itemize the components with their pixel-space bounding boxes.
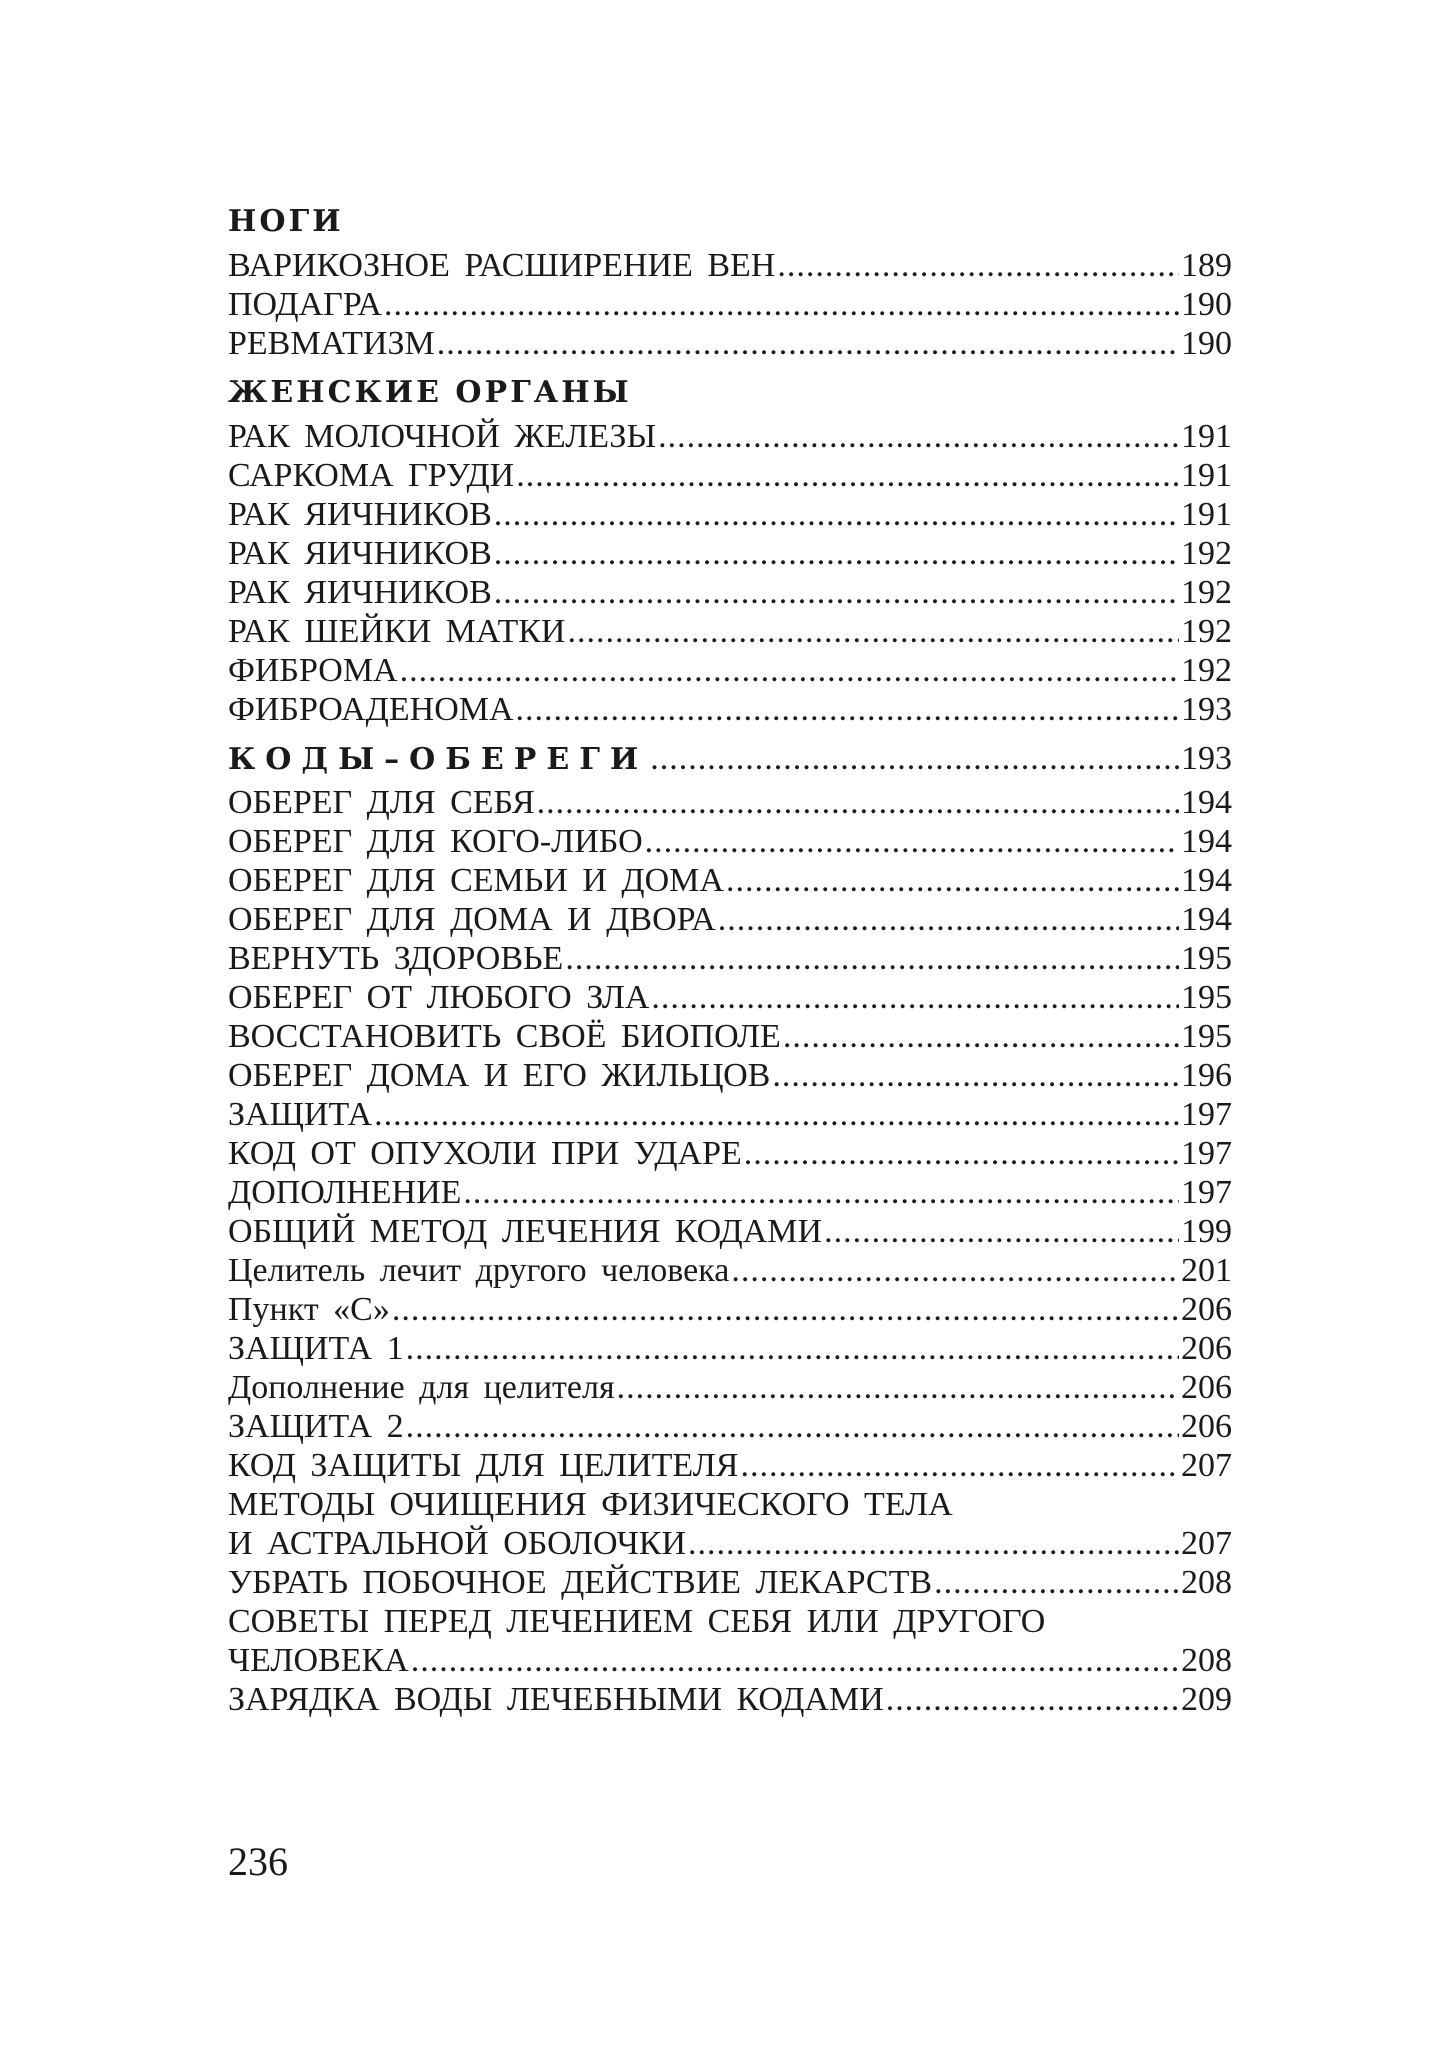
entry-label: Целитель лечит другого человека (228, 1252, 730, 1289)
dot-leader (516, 456, 1179, 495)
table-of-contents (228, 198, 1232, 1719)
entry-label: И АСТРАЛЬНОЙ ОБОЛОЧКИ (228, 1525, 687, 1562)
entry-page-number: 209 (1181, 1681, 1232, 1718)
toc-entry (228, 978, 1232, 1017)
entry-label: РЕВМАТИЗМ (228, 325, 435, 362)
entry-page-number: 192 (1181, 652, 1232, 689)
toc-entry (228, 1212, 1232, 1251)
dot-leader (392, 1290, 1179, 1329)
dot-leader (406, 1329, 1179, 1368)
dot-leader (741, 1446, 1180, 1485)
toc-entry (228, 612, 1232, 651)
entry-page-number: 201 (1181, 1252, 1232, 1289)
dot-leader (718, 900, 1179, 939)
entry-label: РАК ЯИЧНИКОВ (228, 496, 492, 533)
toc-entry (228, 417, 1232, 456)
toc-entry-multiline (228, 1485, 1232, 1563)
entry-label: ЗАРЯДКА ВОДЫ ЛЕЧЕБНЫМИ КОДАМИ (228, 1681, 884, 1718)
toc-entry (228, 1134, 1232, 1173)
entry-page-number: 191 (1181, 457, 1232, 494)
toc-entry (228, 1407, 1232, 1446)
toc-entry (228, 900, 1232, 939)
entry-label: ОБЕРЕГ ДЛЯ ДОМА И ДВОРА (228, 901, 716, 938)
entry-label: ЗАЩИТА 2 (228, 1408, 404, 1445)
toc-entry (228, 861, 1232, 900)
entry-label: ЗАЩИТА 1 (228, 1330, 404, 1367)
entry-label: ЗАЩИТА (228, 1096, 373, 1133)
entry-page-number: 195 (1181, 940, 1232, 977)
entry-page-number: 197 (1181, 1174, 1232, 1211)
entry-label: КОД ОТ ОПУХОЛИ ПРИ УДАРЕ (228, 1135, 742, 1172)
dot-leader (650, 735, 1179, 783)
entry-label: ЧЕЛОВЕКА (228, 1642, 409, 1679)
entry-page-number: 206 (1181, 1330, 1232, 1367)
entry-page-number: 192 (1181, 613, 1232, 650)
entry-label: ОБЩИЙ МЕТОД ЛЕЧЕНИЯ КОДАМИ (228, 1213, 823, 1250)
entry-page-number: 194 (1181, 862, 1232, 899)
entry-label: ФИБРОМА (228, 652, 398, 689)
toc-entry (228, 1329, 1232, 1368)
entry-page-number: 195 (1181, 1018, 1232, 1055)
page-number: 236 (228, 1839, 288, 1884)
toc-entry (228, 939, 1232, 978)
entry-label: ОБЕРЕГ ДЛЯ КОГО-ЛИБО (228, 823, 643, 860)
section-heading: НОГИ (228, 204, 344, 239)
dot-leader (645, 822, 1179, 861)
entry-page-number: 197 (1181, 1135, 1232, 1172)
toc-section-female-organs (228, 369, 1232, 729)
section-heading (228, 735, 1232, 783)
entry-page-number: 194 (1181, 823, 1232, 860)
toc-entry (228, 246, 1232, 285)
entry-page-number: 194 (1181, 784, 1232, 821)
entry-label: Пункт «С» (228, 1291, 390, 1328)
toc-entry (228, 651, 1232, 690)
toc-entry (228, 822, 1232, 861)
dot-leader (658, 417, 1179, 456)
entry-label: ОБЕРЕГ ДОМА И ЕГО ЖИЛЬЦОВ (228, 1057, 771, 1094)
toc-entry (228, 1017, 1232, 1056)
toc-entry (228, 1368, 1232, 1407)
toc-entry (228, 1641, 1232, 1680)
dot-leader (886, 1680, 1179, 1719)
dot-leader (934, 1563, 1179, 1602)
toc-entry (228, 1290, 1232, 1329)
entry-page-number: 195 (1181, 979, 1232, 1016)
section-heading-label: КОДЫ–ОБЕРЕГИ (228, 742, 649, 777)
toc-entry (228, 783, 1232, 822)
entry-label: УБРАТЬ ПОБОЧНОЕ ДЕЙСТВИЕ ЛЕКАРСТВ (228, 1564, 933, 1601)
entry-page-number: 206 (1181, 1291, 1232, 1328)
entry-page-number: 207 (1181, 1447, 1232, 1484)
toc-entry (228, 1251, 1232, 1290)
dot-leader (777, 246, 1179, 285)
entry-label: Дополнение для целителя (228, 1369, 615, 1406)
dot-leader (651, 978, 1179, 1017)
dot-leader (494, 534, 1179, 573)
toc-entry (228, 1446, 1232, 1485)
entry-label: ДОПОЛНЕНИЕ (228, 1174, 462, 1211)
dot-leader (744, 1134, 1179, 1173)
toc-entry (228, 1680, 1232, 1719)
entry-label: ВОССТАНОВИТЬ СВОЁ БИОПОЛЕ (228, 1018, 781, 1055)
entry-page-number: 190 (1181, 286, 1232, 323)
toc-entry (228, 456, 1232, 495)
dot-leader (617, 1368, 1179, 1407)
entry-page-number: 206 (1181, 1369, 1232, 1406)
entry-label: КОД ЗАЩИТЫ ДЛЯ ЦЕЛИТЕЛЯ (228, 1447, 739, 1484)
dot-leader (772, 1056, 1179, 1095)
toc-entry (228, 495, 1232, 534)
dot-leader (411, 1641, 1179, 1680)
entry-page-number: 191 (1181, 418, 1232, 455)
dot-leader (494, 573, 1179, 612)
dot-leader (516, 690, 1179, 729)
entry-label: ФИБРОАДЕНОМА (228, 691, 514, 728)
toc-section-legs (228, 198, 1232, 363)
toc-entry-multiline (228, 1602, 1232, 1680)
entry-label: ВАРИКОЗНОЕ РАСШИРЕНИЕ ВЕН (228, 247, 776, 284)
entry-label: РАК ЯИЧНИКОВ (228, 574, 492, 611)
dot-leader (400, 651, 1179, 690)
toc-entry (228, 285, 1232, 324)
entry-page-number: 197 (1181, 1096, 1232, 1133)
dot-leader (537, 783, 1179, 822)
entry-label: ОБЕРЕГ ОТ ЛЮБОГО ЗЛА (228, 979, 650, 1016)
dot-leader (824, 1212, 1179, 1251)
toc-entry (228, 1173, 1232, 1212)
dot-leader (731, 1251, 1179, 1290)
entry-page-number: 206 (1181, 1408, 1232, 1445)
entry-label: ВЕРНУТЬ ЗДОРОВЬЕ (228, 940, 564, 977)
dot-leader (406, 1407, 1179, 1446)
toc-entry (228, 1563, 1232, 1602)
toc-section-amulet-codes (228, 735, 1232, 1719)
entry-page-number: 208 (1181, 1564, 1232, 1601)
toc-entry (228, 573, 1232, 612)
section-heading: ЖЕНСКИЕ ОРГАНЫ (228, 375, 632, 410)
entry-page-number: 194 (1181, 901, 1232, 938)
entry-page-number: 199 (1181, 1213, 1232, 1250)
entry-page-number: 193 (1181, 691, 1232, 728)
dot-leader (374, 1095, 1179, 1134)
dot-leader (437, 324, 1179, 363)
section-page-number: 193 (1181, 740, 1232, 777)
dot-leader (726, 861, 1179, 900)
entry-page-number: 190 (1181, 325, 1232, 362)
entry-label: ПОДАГРА (228, 286, 382, 323)
toc-entry (228, 534, 1232, 573)
entry-page-number: 191 (1181, 496, 1232, 533)
dot-leader (463, 1173, 1179, 1212)
entry-page-number: 207 (1181, 1525, 1232, 1562)
dot-leader (494, 495, 1179, 534)
entry-label-line1: СОВЕТЫ ПЕРЕД ЛЕЧЕНИЕМ СЕБЯ ИЛИ ДРУГОГО (228, 1603, 1046, 1640)
dot-leader (567, 612, 1179, 651)
entry-page-number: 208 (1181, 1642, 1232, 1679)
entry-label-line1: МЕТОДЫ ОЧИЩЕНИЯ ФИЗИЧЕСКОГО ТЕЛА (228, 1486, 953, 1523)
dot-leader (565, 939, 1179, 978)
toc-entry (228, 690, 1232, 729)
toc-entry (228, 1095, 1232, 1134)
toc-entry (228, 1524, 1232, 1563)
dot-leader (384, 285, 1179, 324)
entry-page-number: 192 (1181, 574, 1232, 611)
toc-entry (228, 1056, 1232, 1095)
entry-label: РАК МОЛОЧНОЙ ЖЕЛЕЗЫ (228, 418, 657, 455)
entry-label: РАК ШЕЙКИ МАТКИ (228, 613, 566, 650)
entry-label: ОБЕРЕГ ДЛЯ СЕБЯ (228, 784, 535, 821)
entry-label: РАК ЯИЧНИКОВ (228, 535, 492, 572)
dot-leader (688, 1524, 1179, 1563)
entry-label: ОБЕРЕГ ДЛЯ СЕМЬИ И ДОМА (228, 862, 724, 899)
toc-entry (228, 324, 1232, 363)
dot-leader (783, 1017, 1179, 1056)
entry-page-number: 192 (1181, 535, 1232, 572)
entry-page-number: 196 (1181, 1057, 1232, 1094)
entry-label: САРКОМА ГРУДИ (228, 457, 515, 494)
entry-page-number: 189 (1181, 247, 1232, 284)
